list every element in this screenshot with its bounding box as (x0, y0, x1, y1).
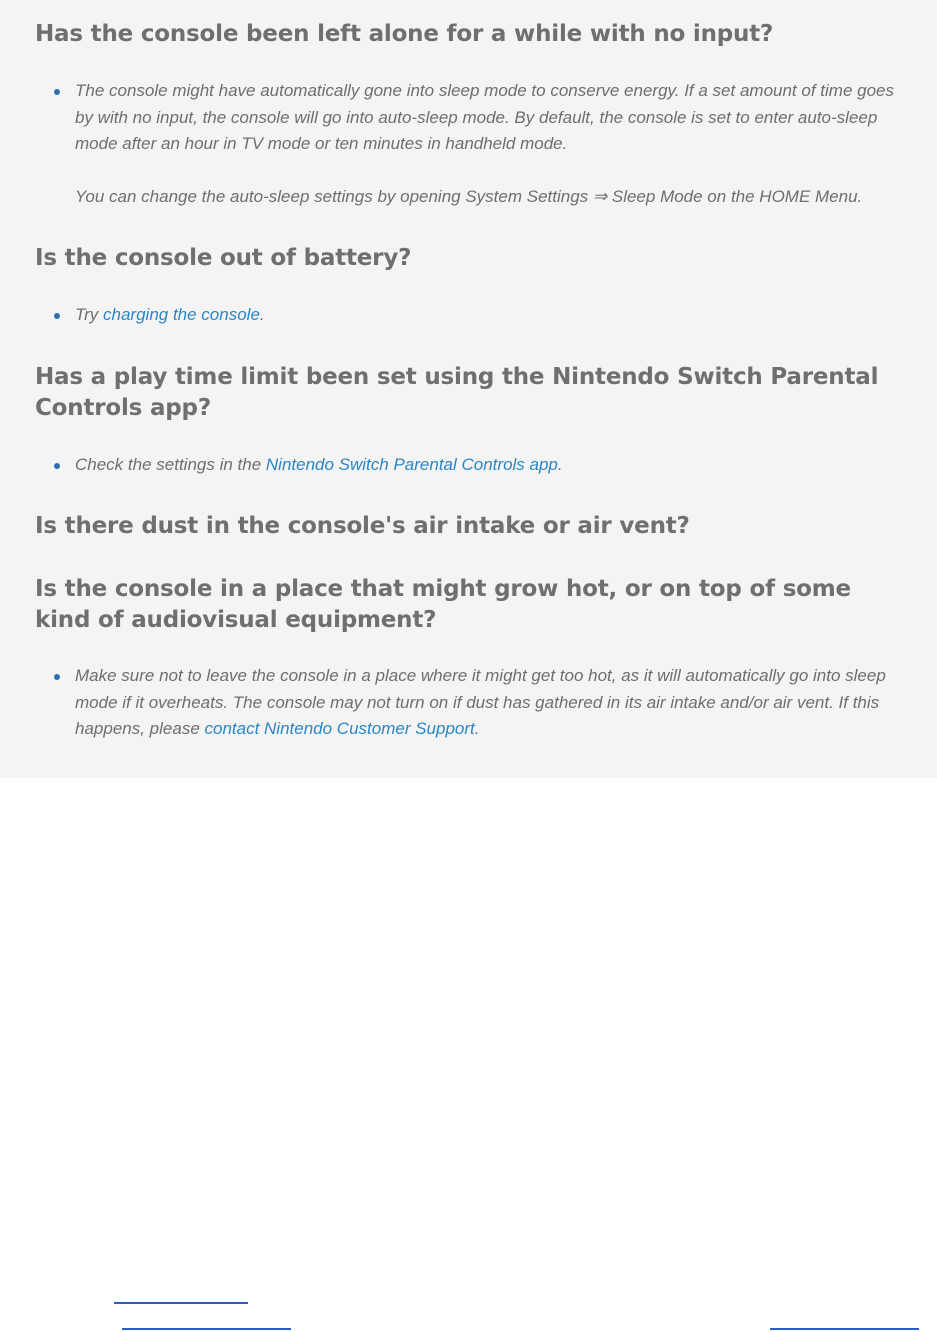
text-suffix: . (557, 455, 563, 474)
list-item (35, 452, 905, 479)
text-prefix: Make sure not to leave the console in a place where it might get too hot, as it will automatically go into sleep mode if it overheats. The console may not turn on if dust has gathered in its air intake and/or air vent. If this happens, please (75, 666, 886, 738)
list-battery (35, 302, 905, 329)
list-parental-controls (35, 452, 905, 479)
list-item (35, 78, 905, 210)
bullet-icon (54, 313, 60, 319)
heading-dust: Is there dust in the console's air intake or air vent? (35, 513, 690, 539)
text-suffix: . (474, 719, 480, 738)
text-prefix: Try (75, 305, 104, 324)
link-underline[interactable] (114, 1302, 248, 1304)
bullet-icon (54, 89, 60, 95)
list-item (35, 302, 905, 329)
paragraph-change-settings: You can change the auto-sleep settings by opening System Settings ⇒ Sleep Mode on the HOME Menu. (75, 186, 863, 206)
link-underline[interactable] (122, 1328, 291, 1330)
charging-link[interactable]: charging the console (103, 305, 260, 324)
parental-controls-link[interactable]: Nintendo Switch Parental Controls app (265, 455, 558, 474)
bullet-icon (54, 674, 60, 680)
heading-battery: Is the console out of battery? (35, 245, 412, 271)
customer-support-link[interactable]: contact Nintendo Customer Support (204, 719, 475, 738)
heading-hot-place: Is the console in a place that might grow hot, or on top of some kind of audiovisual equipment? (35, 576, 851, 633)
text-suffix: . (259, 305, 265, 324)
list-no-input (35, 78, 905, 210)
link-underline[interactable] (770, 1328, 919, 1330)
bullet-icon (54, 463, 60, 469)
paragraph-sleep-mode: The console might have automatically gone into sleep mode to conserve energy. If a set amount of time goes by with no input, the console will go into auto-sleep mode. By default, the console is set to enter auto-sleep mode after an hour in TV mode or ten minutes in handheld mode. (75, 81, 894, 153)
text-prefix: Check the settings in the (75, 455, 266, 474)
heading-no-input: Has the console been left alone for a while with no input? (35, 21, 774, 47)
list-item (35, 663, 905, 743)
heading-parental-controls: Has a play time limit been set using the Nintendo Switch Parental Controls app? (35, 364, 879, 421)
list-hot-place (35, 663, 905, 743)
